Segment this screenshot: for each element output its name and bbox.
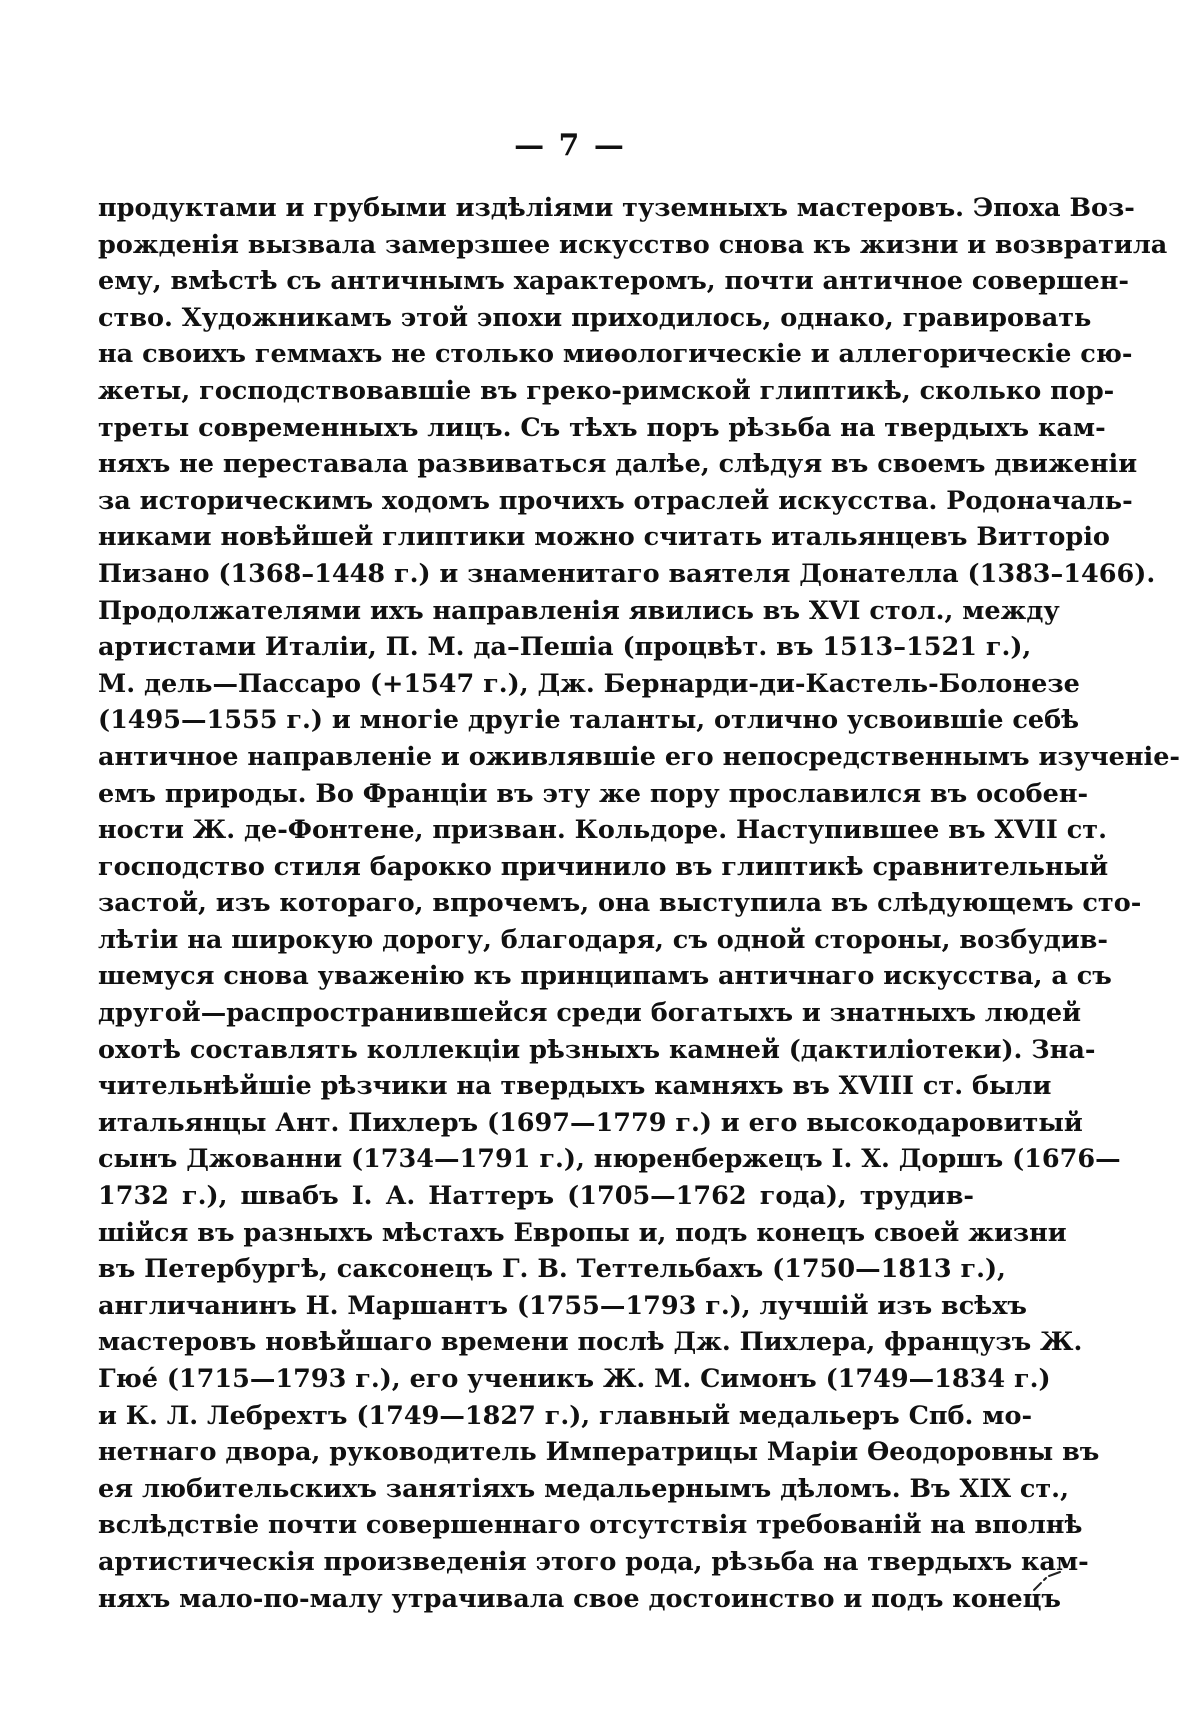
text-line: продуктами и грубыми издѣліями туземныхъ мастеровъ. Эпоха Воз- [98, 193, 1135, 223]
text-line: мастеровъ новѣйшаго времени послѣ Дж. Пихлера, французъ Ж. [98, 1327, 1083, 1358]
text-line: другой—распространившейся среди богатыхъ и знатныхъ людей [98, 998, 1082, 1029]
text-line: охотѣ составлять коллекціи рѣзныхъ камней (дактиліотеки). Зна- [98, 1034, 1096, 1065]
text-line: въ Петербургѣ, саксонецъ Г. В. Теттельбахъ (1750—1813 г.), [98, 1254, 1006, 1285]
body-text [98, 190, 1180, 1617]
text-line: господство стиля барокко причинило въ глиптикѣ сравнительный [98, 851, 1109, 882]
text-line: на своихъ геммахъ не столько миѳологическіе и аллегорическіе сю- [98, 339, 1133, 370]
text-line: М. дель—Пассаро (+1547 г.), Дж. Бернарди-ди-Кастель-Болонезе [98, 668, 1080, 699]
text-line: и К. Л. Лебрехтъ (1749—1827 г.), главный медальеръ Спб. мо- [98, 1400, 1033, 1431]
text-line: шійся въ разныхъ мѣстахъ Европы и, подъ конецъ своей жизни [98, 1217, 1067, 1248]
text-line: Пизано (1368–1448 г.) и знаменитаго ваятеля Донателла (1383–1466). [98, 558, 1156, 589]
text-line: ему, вмѣстѣ съ античнымъ характеромъ, почти античное совершен- [98, 266, 1130, 297]
text-line: Гюé (1715—1793 г.), его ученикъ Ж. М. Симонъ (1749—1834 г.) [98, 1364, 1051, 1394]
text-line: артистическія произведенія этого рода, рѣзьба на твердыхъ кам- [98, 1546, 1089, 1577]
text-line: (1495—1555 г.) и многіе другіе таланты, отлично усвоившіе себѣ [98, 705, 1080, 736]
text-line: ности Ж. де-Фонтене, призван. Кольдоре. Наступившее въ XVII ст. [98, 815, 1107, 846]
text-line: никами новѣйшей глиптики можно считать итальянцевъ Витторіо [98, 522, 1110, 553]
text-line: чительнѣйшіе рѣзчики на твердыхъ камняхъ въ XVIII ст. были [98, 1071, 1052, 1102]
text-line: нетнаго двора, руководитель Императрицы Маріи Ѳеодоровны въ [98, 1437, 1100, 1468]
text-line: няхъ мало-по-малу утрачивала свое достоинство и подъ конецъ [98, 1583, 1061, 1614]
text-line: вслѣдствіе почти совершеннаго отсутствія требованій на вполнѣ [98, 1510, 1083, 1541]
text-line: за историческимъ ходомъ прочихъ отраслей искусства. Родоначаль- [98, 485, 1133, 516]
text-line: жеты, господствовавшіе въ греко-римской глиптикѣ, сколько пор- [98, 375, 1115, 406]
text-line: застой, изъ котораго, впрочемъ, она выступила въ слѣдующемъ сто- [98, 888, 1142, 919]
text-line: итальянцы Ант. Пихлеръ (1697—1779 г.) и его высокодаровитый [98, 1107, 1083, 1138]
text-line: шемуся снова уваженію къ принципамъ античнаго искусства, а съ [98, 961, 1112, 992]
text-line: артистами Италіи, П. М. да–Пешіа (процвѣт. въ 1513–1521 г.), [98, 632, 1032, 663]
text-line: рожденія вызвала замерзшее искусство снова къ жизни и возвратила [98, 229, 1168, 260]
text-line: ство. Художникамъ этой эпохи приходилось, однако, гравировать [98, 302, 1092, 333]
pencil-mark-icon [1032, 1570, 1062, 1592]
text-line: 1732 г.), швабъ І. А. Наттеръ (1705—1762 года), трудив- [98, 1181, 974, 1212]
text-line: сынъ Джованни (1734—1791 г.), нюренбержецъ І. Х. Доршъ (1676— [98, 1144, 1121, 1175]
text-line: англичанинъ Н. Маршантъ (1755—1793 г.), лучшій изъ всѣхъ [98, 1290, 1027, 1321]
text-line: ея любительскихъ занятіяхъ медальернымъ дѣломъ. Въ XIX ст., [98, 1473, 1069, 1504]
text-line: треты современныхъ лицъ. Съ тѣхъ поръ рѣзьба на твердыхъ кам- [98, 412, 1106, 443]
text-line: Продолжателями ихъ направленія явились въ XVI стол., между [98, 595, 1060, 626]
text-line: емъ природы. Во Франціи въ эту же пору прославился въ особен- [98, 778, 1089, 809]
page-number: — 7 — [514, 128, 626, 163]
text-line: лѣтіи на широкую дорогу, благодаря, съ одной стороны, возбудив- [98, 924, 1108, 955]
text-line: няхъ не переставала развиваться далѣе, слѣдуя въ своемъ движеніи [98, 449, 1138, 480]
text-line: античное направленіе и оживлявшіе его непосредственнымъ изученіе- [98, 741, 1180, 772]
